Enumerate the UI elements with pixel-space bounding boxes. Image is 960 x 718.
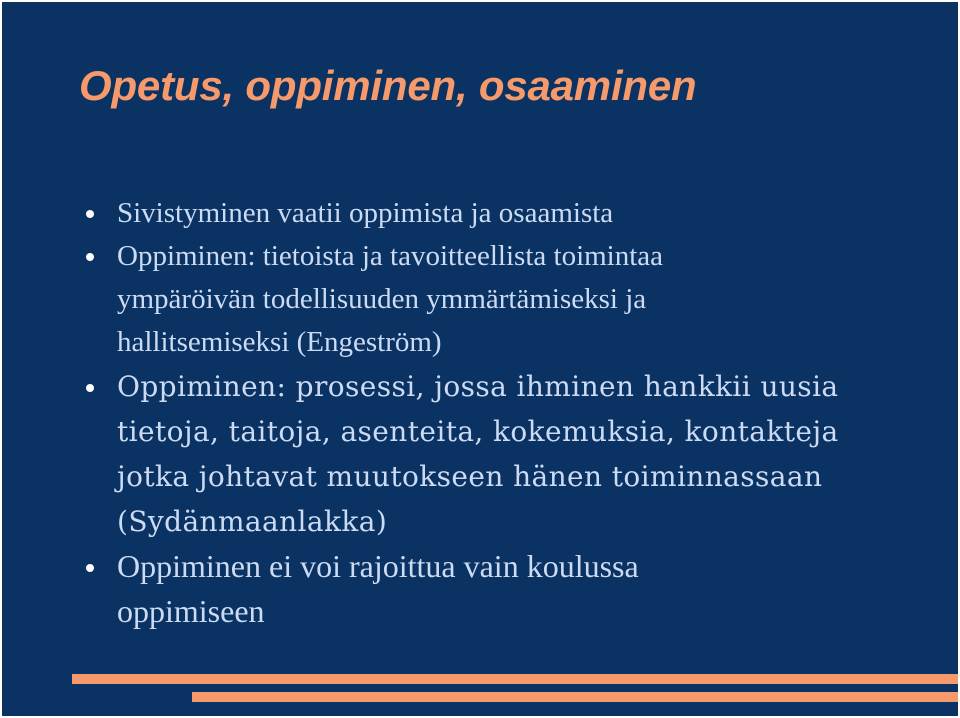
bullet-list bbox=[117, 192, 917, 634]
bullet-line: Oppiminen ei voi rajoittua vain koulussa bbox=[117, 548, 639, 584]
bullet-line: Oppiminen: tietoista ja tavoitteellista toimintaa bbox=[117, 240, 664, 272]
bullet-dot-icon bbox=[86, 564, 94, 572]
bullet-item bbox=[117, 544, 917, 634]
bullet-line: tietoja, taitoja, asenteita, kokemuksia, kontakteja bbox=[117, 415, 839, 448]
bullet-line: Oppiminen: prosessi, jossa ihminen hankkii uusia bbox=[117, 370, 839, 403]
bullet-item bbox=[117, 364, 917, 544]
bullet-line: oppimiseen bbox=[117, 593, 265, 629]
bullet-line: jotka johtavat muutokseen hänen toiminnassaan bbox=[117, 460, 823, 493]
bullet-line: hallitsemiseksi (Engeström) bbox=[117, 326, 442, 358]
bullet-dot-icon bbox=[86, 384, 94, 392]
decorative-bar-bottom bbox=[192, 692, 958, 702]
slide bbox=[2, 2, 958, 716]
bullet-dot-icon bbox=[86, 210, 94, 218]
bullet-dot-icon bbox=[86, 253, 94, 261]
slide-title: Opetus, oppiminen, osaaminen bbox=[79, 62, 697, 109]
bullet-line: Sivistyminen vaatii oppimista ja osaamista bbox=[117, 197, 614, 229]
decorative-bar-top bbox=[72, 674, 958, 684]
bullet-item bbox=[117, 192, 917, 235]
bullet-line: (Sydänmaanlakka) bbox=[117, 505, 388, 538]
bullet-item bbox=[117, 235, 917, 364]
bullet-line: ympäröivän todellisuuden ymmärtämiseksi ja bbox=[117, 283, 647, 315]
